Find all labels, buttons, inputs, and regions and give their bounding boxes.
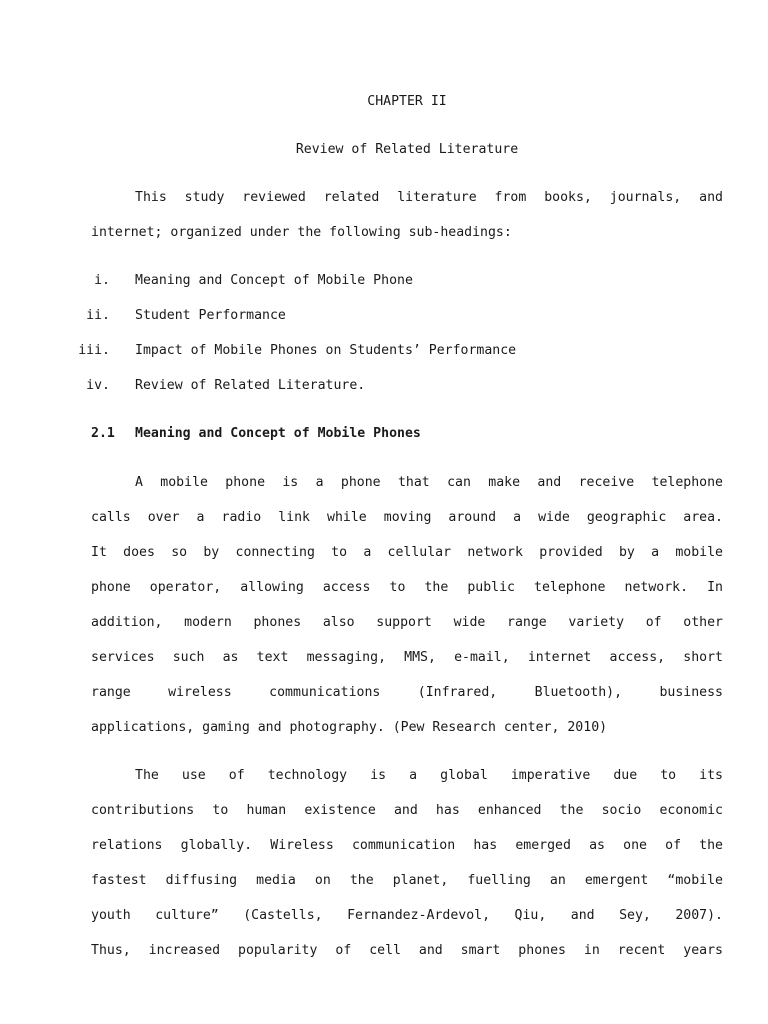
paragraph-line: calls over a radio link while moving around a wide geographic area. [91,510,723,525]
list-item-number: iii. [78,343,110,358]
paragraph-line: services such as text messaging, MMS, e-mail, internet access, short [91,650,723,665]
paragraph-line: A mobile phone is a phone that can make and receive telephone [135,475,723,490]
list-item-text: Meaning and Concept of Mobile Phone [135,273,413,288]
paragraph-line: fastest diffusing media on the planet, fuelling an emergent “mobile [91,873,723,888]
paragraph-line: phone operator, allowing access to the public telephone network. In [91,580,723,595]
list-item-number: ii. [86,308,110,323]
intro-line: This study reviewed related literature from books, journals, and [135,190,723,205]
chapter-heading: CHAPTER II [367,94,447,109]
list-item-number: i. [94,273,110,288]
paragraph-line: range wireless communications (Infrared, Bluetooth), business [91,685,723,700]
list-item-text: Impact of Mobile Phones on Students’ Performance [135,343,517,358]
section-number: 2.1 [91,426,115,441]
section-title: Meaning and Concept of Mobile Phones [135,426,421,441]
paragraph-line: It does so by connecting to a cellular network provided by a mobile [91,545,723,560]
chapter-title: Review of Related Literature [295,142,519,157]
paragraph-line: youth culture” (Castells, Fernandez-Ardevol, Qiu, and Sey, 2007). [91,908,723,923]
list-item-text: Review of Related Literature. [135,378,366,393]
paragraph-line: contributions to human existence and has enhanced the socio economic [91,803,723,818]
paragraph-line: Thus, increased popularity of cell and smart phones in recent years [91,943,723,958]
list-item-number: iv. [86,378,110,393]
list-item-text: Student Performance [135,308,286,323]
paragraph-line: addition, modern phones also support wide range variety of other [91,615,723,630]
paragraph-line: The use of technology is a global imperative due to its [135,768,723,783]
paragraph-line: relations globally. Wireless communication has emerged as one of the [91,838,723,853]
intro-line: internet; organized under the following sub-headings: [91,225,512,240]
paragraph-line: applications, gaming and photography. (Pew Research center, 2010) [91,720,608,735]
